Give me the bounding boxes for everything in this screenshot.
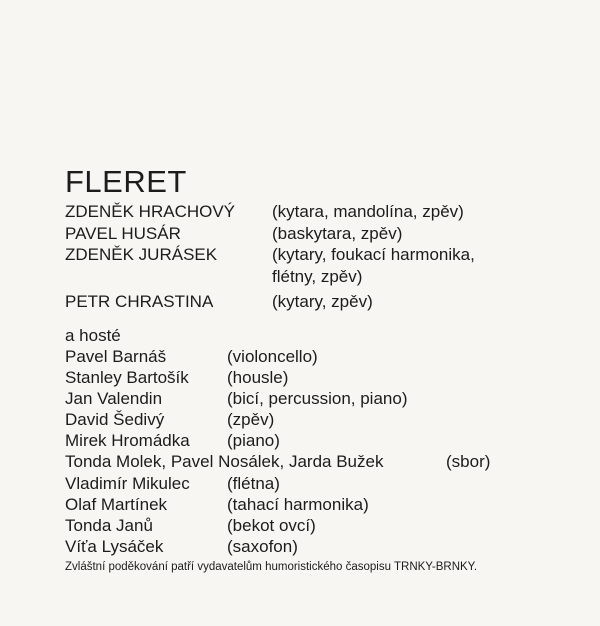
member-role: (kytara, mandolína, zpěv) <box>272 202 464 221</box>
guest-role: (bicí, percussion, piano) <box>227 389 408 409</box>
guest-role: (tahací harmonika) <box>227 494 369 514</box>
guest-row <box>65 515 585 536</box>
guests-heading: a hosté <box>65 326 121 345</box>
guest-role: (violoncello) <box>227 347 318 366</box>
band-title: FLERET <box>65 164 187 199</box>
member-role: (kytary, zpěv) <box>272 292 373 311</box>
guest-name: Jan Valendin <box>65 389 163 409</box>
guest-list <box>65 346 585 557</box>
guest-name: Stanley Bartošík <box>65 368 189 388</box>
guest-name: Tonda Molek, Pavel Nosálek, Jarda Bužek <box>65 452 384 472</box>
member-name: PAVEL HUSÁR <box>65 223 181 243</box>
member-name: ZDENĚK HRACHOVÝ <box>65 202 236 221</box>
guest-name: Tonda Janů <box>65 515 153 535</box>
guest-name: Vladimír Mikulec <box>65 473 190 493</box>
guest-role: (bekot ovcí) <box>227 515 316 535</box>
guest-row <box>65 536 585 557</box>
guest-row <box>65 409 585 430</box>
member-role: (baskytara, zpěv) <box>272 223 403 243</box>
guest-row <box>65 346 585 367</box>
guest-role: (sbor) <box>446 452 491 472</box>
member-row <box>65 291 585 313</box>
guest-name: David Šedivý <box>65 410 165 430</box>
guest-name: Víťa Lysáček <box>65 536 164 556</box>
guest-row <box>65 388 585 409</box>
guest-row <box>65 430 585 451</box>
guest-row <box>65 494 585 515</box>
acknowledgement-text: Zvláštní poděkování patří vydavatelům humoristického časopisu TRNKY-BRNKY. <box>65 561 478 573</box>
member-row <box>65 223 585 245</box>
guest-role: (housle) <box>227 368 289 388</box>
member-role: (kytary, foukací harmonika, flétny, zpěv) <box>272 245 475 286</box>
guest-row <box>65 451 585 472</box>
guest-row <box>65 367 585 388</box>
guest-role: (flétna) <box>227 473 280 493</box>
member-name: PETR CHRASTINA <box>65 292 214 311</box>
guest-role: (zpěv) <box>227 410 275 430</box>
guest-name: Pavel Barnáš <box>65 347 167 366</box>
member-list <box>65 201 585 313</box>
member-row <box>65 201 585 223</box>
member-row <box>65 244 585 287</box>
guest-name: Mirek Hromádka <box>65 431 190 451</box>
guest-role: (saxofon) <box>227 536 298 556</box>
guest-role: (piano) <box>227 431 280 451</box>
member-name: ZDENĚK JURÁSEK <box>65 245 218 264</box>
guest-row <box>65 473 585 494</box>
guest-name: Olaf Martínek <box>65 494 168 514</box>
